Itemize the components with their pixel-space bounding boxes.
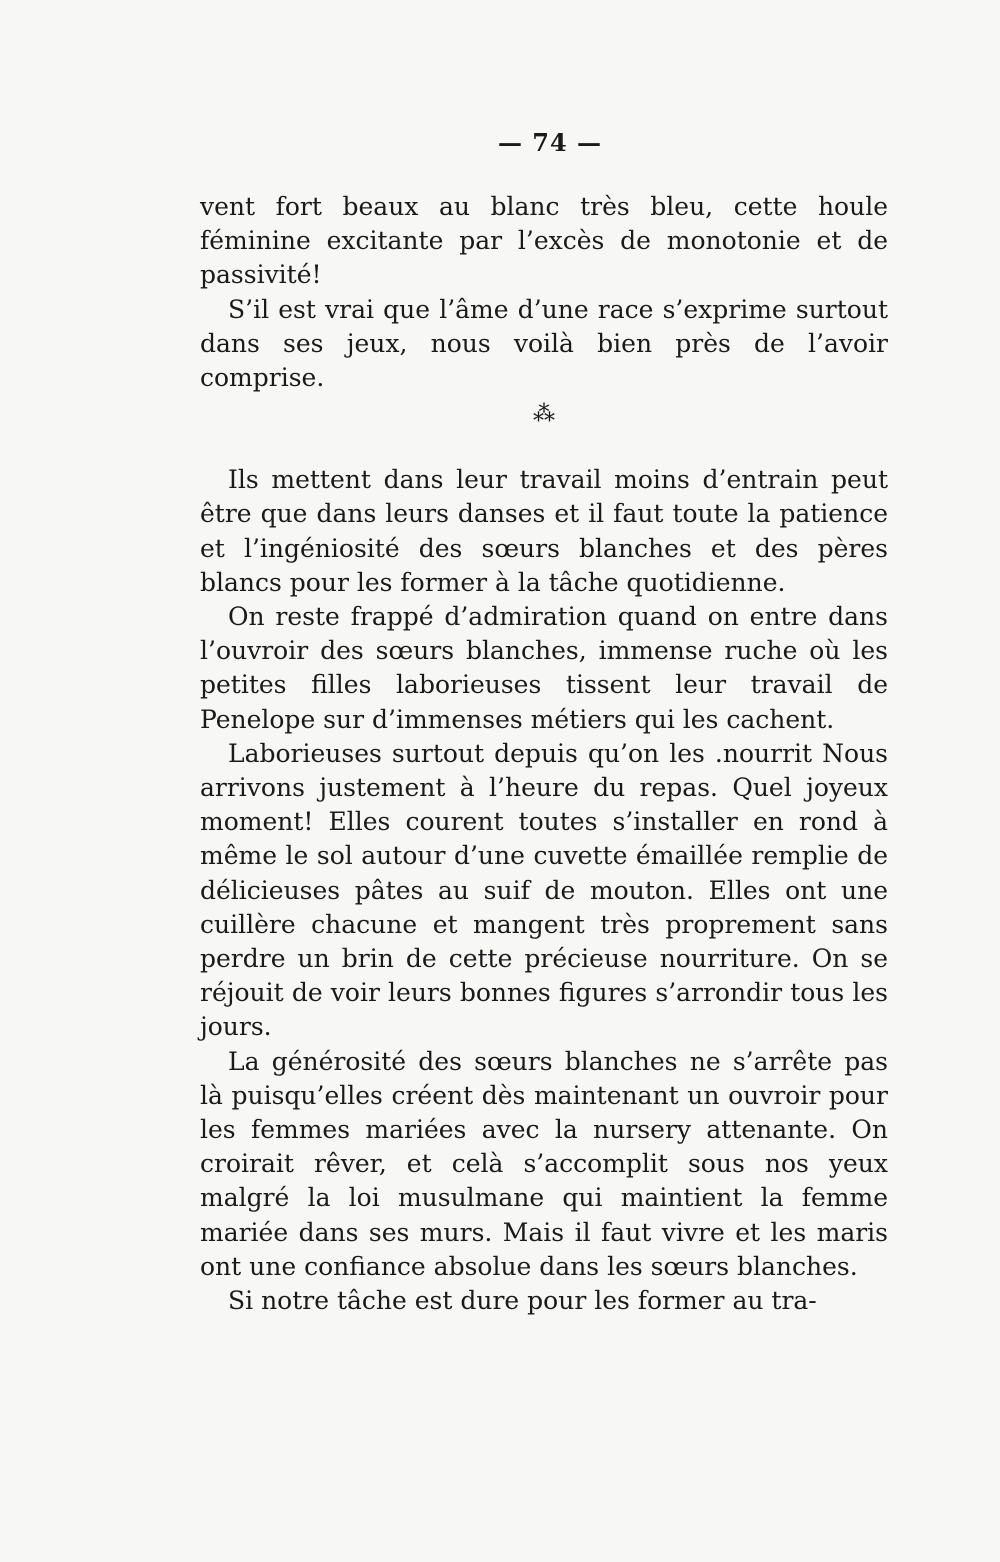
body-text bbox=[200, 190, 888, 1318]
asterism-icon: ⁂ bbox=[533, 402, 555, 428]
paragraph: La générosité des sœurs blanches ne s’arrête pas là puisqu’elles créent dès maintenant un ouvroir pour les femmes mariées avec la nursery attenante. On croirait rêver, et celà s’accomplit sous nos yeux malgré la loi musulmane qui maintient la femme mariée dans ses murs. Mais il faut vivre et les maris ont une confiance absolue dans les sœurs blanches. bbox=[200, 1046, 888, 1281]
paragraph: S’il est vrai que l’âme d’une race s’exprime surtout dans ses jeux, nous voilà bien près de l’avoir comprise. bbox=[200, 294, 888, 393]
paragraph: Ils mettent dans leur travail moins d’entrain peut être que dans leurs danses et il faut toute la patience et l’ingéniosité des sœurs blanches et des pères blancs pour les former à la tâche quotidienne. bbox=[200, 465, 888, 597]
paragraph-continues: Si notre tâche est dure pour les former au tra- bbox=[228, 1286, 817, 1316]
page-number: — 74 — bbox=[497, 128, 603, 157]
section-separator bbox=[200, 395, 888, 463]
paragraph: On reste frappé d’admiration quand on entre dans l’ouvroir des sœurs blanches, immense ruche où les petites filles laborieuses tissent leur travail de Penelope sur d’immenses métiers qui les cachent. bbox=[200, 602, 888, 734]
paragraph-continuation: vent fort beaux au blanc très bleu, cette houle féminine excitante par l’excès de monotonie et de passivité! bbox=[200, 192, 888, 290]
paragraph: Laborieuses surtout depuis qu’on les .nourrit Nous arrivons justement à l’heure du repas. Quel joyeux moment! Elles courent toutes s’installer en rond à même le sol autour d’une cuvette émaillée remplie de délicieuses pâtes au suif de mouton. Elles ont une cuillère chacune et mangent très proprement sans perdre un brin de cette précieuse nourriture. On se réjouit de voir leurs bonnes figures s’arrondir tous les jours. bbox=[200, 738, 888, 1042]
